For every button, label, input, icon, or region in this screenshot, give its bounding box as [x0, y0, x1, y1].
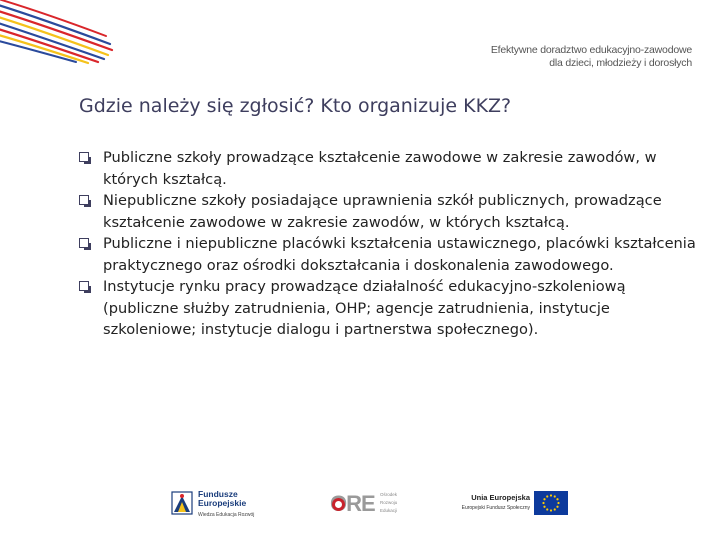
bullet-item: [79, 276, 699, 341]
ore-logo-small2: Rozwoju: [380, 500, 398, 505]
header-tagline: [491, 44, 692, 70]
fe-logo-line1: Fundusze: [198, 489, 238, 499]
ore-logo: [330, 492, 410, 520]
ore-logo-word: ORE: [330, 491, 375, 516]
ore-logo-small3: Edukacji: [380, 508, 398, 513]
checkbox-square-icon: [79, 195, 89, 205]
bullet-list: [79, 147, 699, 341]
bullet-text: Instytucje rynku pracy prowadzące działalność edukacyjno-szkoleniową (publiczne służby zatrudnienia, OHP; agencje zatrudnienia, instytucje szkoleniowe; instytucje dialogu i partnerstwa społecznego).: [103, 278, 626, 338]
bullet-text: Niepubliczne szkoły posiadające uprawnienia szkół publicznych, prowadzące kształcenie zawodowe w zakresie zawodów, w których kształcą.: [103, 192, 662, 231]
header-tagline-line2: dla dzieci, młodzieży i dorosłych: [549, 57, 692, 69]
header-tagline-line1: Efektywne doradztwo edukacyjno-zawodowe: [490, 44, 692, 56]
bullet-item: [79, 147, 699, 190]
checkbox-square-icon: [79, 152, 89, 162]
ore-ring-icon: [332, 498, 345, 511]
page-title: Gdzie należy się zgłosić? Kto organizuje KKZ?: [79, 95, 512, 117]
fundusze-europejskie-logo: [170, 488, 270, 520]
unia-europejska-logo: [448, 489, 568, 519]
ue-logo-line1: Unia Europejska: [471, 493, 530, 502]
bullet-item: [79, 233, 699, 276]
footer-logos: [0, 480, 720, 525]
bullet-text: Publiczne szkoły prowadzące kształcenie zawodowe w zakresie zawodów, w których kształcą.: [103, 149, 657, 188]
eu-flag-icon: [534, 491, 568, 515]
checkbox-square-icon: [79, 281, 89, 291]
bullet-text: Publiczne i niepubliczne placówki kształcenia ustawicznego, placówki kształcenia praktycznego oraz ośrodki dokształcania i doskonalenia zawodowego.: [103, 235, 696, 274]
decorative-swoosh-lines: [0, 0, 130, 70]
checkbox-square-icon: [79, 238, 89, 248]
bullet-item: [79, 190, 699, 233]
fe-star-mark-icon: [170, 490, 194, 516]
ue-logo-line2: Europejski Fundusz Społeczny: [461, 505, 530, 511]
fe-logo-line3: Wiedza Edukacja Rozwój: [198, 512, 255, 518]
fe-logo-line2: Europejskie: [198, 498, 247, 508]
ore-logo-small1: Ośrodek: [380, 492, 398, 497]
